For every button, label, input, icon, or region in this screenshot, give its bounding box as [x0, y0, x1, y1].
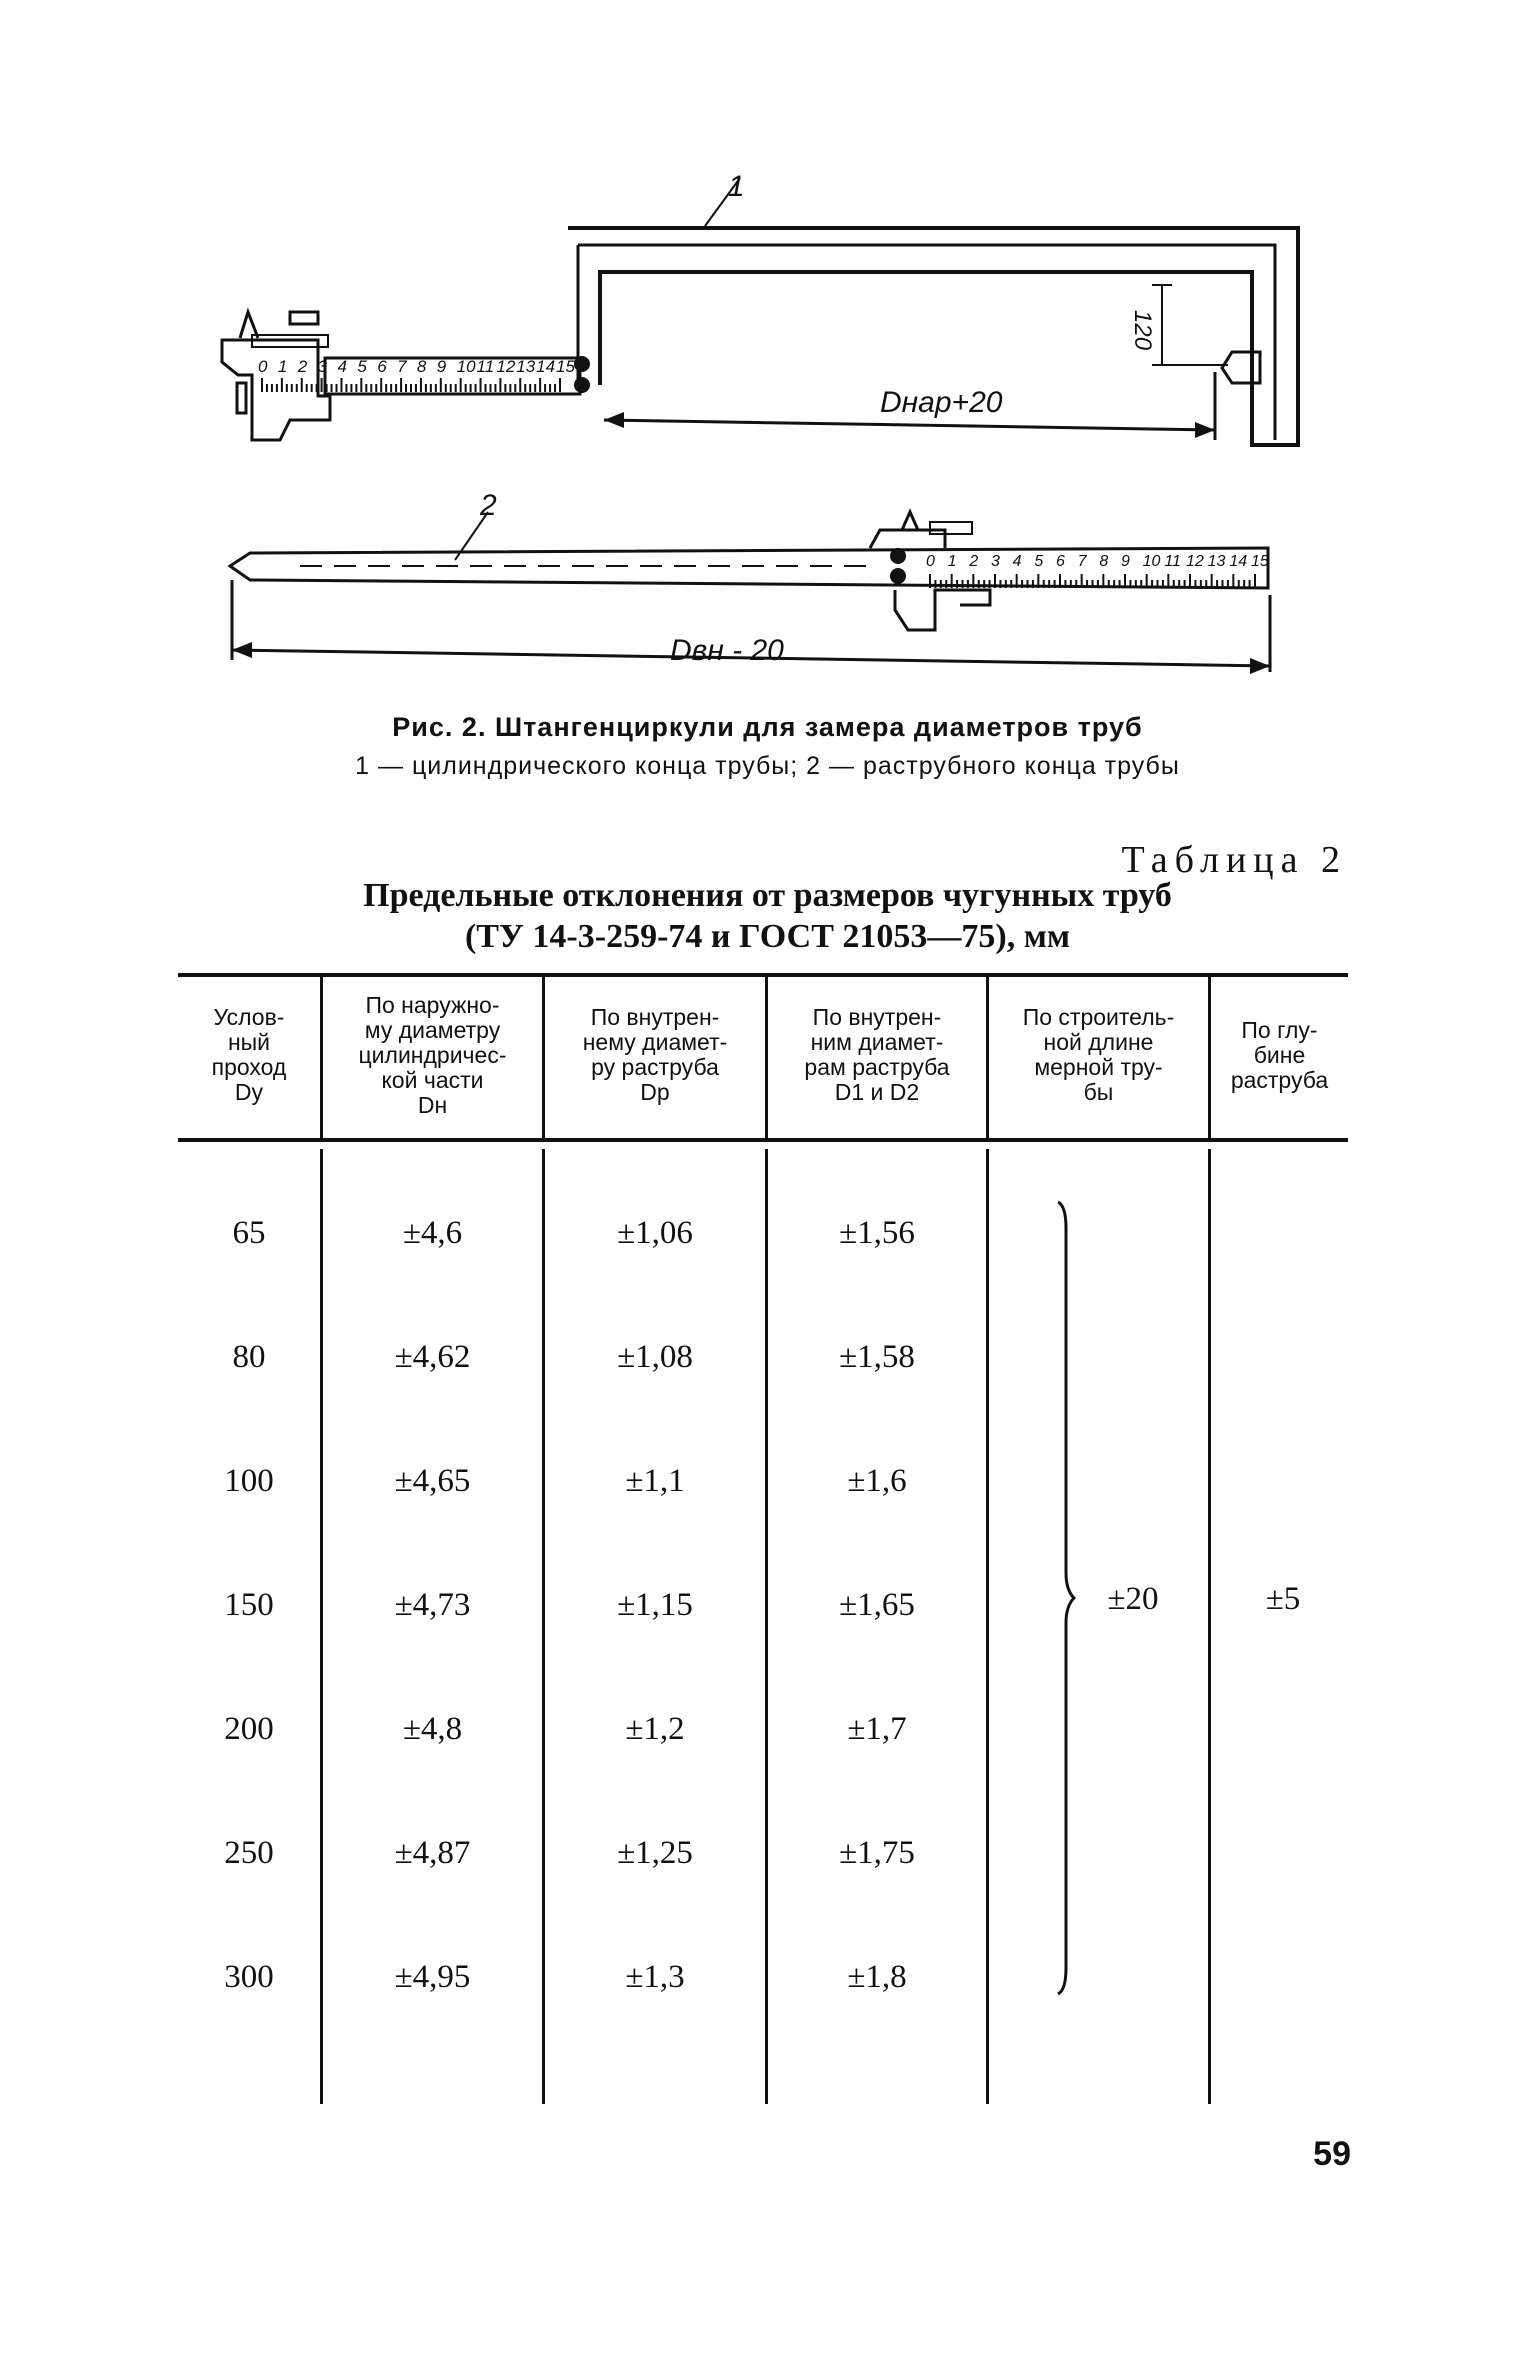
scale-number: 14 — [536, 357, 556, 376]
header-building-length: По строитель- ной длине мерной тру- бы — [1022, 1004, 1175, 1105]
scale-number: 12 — [496, 357, 516, 376]
table-cell: ±1,65 — [839, 1587, 915, 1623]
header-nominal-bore: Услов- ный проход Dу — [211, 1004, 287, 1105]
dimension-120: 120 — [1129, 310, 1156, 351]
scale-number: 3 — [991, 553, 1000, 570]
table-cell: 80 — [232, 1339, 266, 1375]
scale-number: 7 — [1077, 553, 1087, 570]
scale-number: 14 — [1229, 553, 1248, 570]
scale-number: 1 — [277, 357, 288, 376]
scale-number: 3 — [317, 357, 328, 376]
table-header-rule — [178, 1138, 1348, 1142]
table-cell: ±1,3 — [625, 1959, 685, 1995]
table-cell: ±1,2 — [625, 1711, 685, 1747]
scale-number: 0 — [258, 357, 268, 376]
dimension-inner: Dвн - 20 — [670, 634, 784, 667]
table-cell: ±1,8 — [847, 1959, 907, 1995]
scale-number: 11 — [476, 357, 495, 376]
scale-number: 13 — [1207, 553, 1226, 570]
figure-label-2: 2 — [480, 489, 497, 522]
table-top-rule — [178, 973, 1348, 977]
scale-number: 1 — [947, 553, 957, 570]
table-cell: ±4,73 — [394, 1587, 471, 1623]
table-cell: ±1,1 — [625, 1463, 685, 1499]
scale-number: 13 — [516, 357, 536, 376]
scale-number: 0 — [926, 553, 935, 570]
scale-number: 9 — [436, 357, 447, 376]
table-cell: ±4,62 — [394, 1339, 471, 1375]
table-cell: ±1,06 — [617, 1215, 693, 1251]
table-cell: ±1,7 — [847, 1711, 907, 1747]
table-cell: ±1,6 — [847, 1463, 907, 1499]
scale-number: 15 — [1251, 553, 1269, 570]
table-cell: ±1,25 — [617, 1835, 693, 1871]
scale-number: 2 — [969, 553, 979, 570]
scale-number: 11 — [1164, 553, 1181, 570]
scale-number: 8 — [416, 357, 427, 376]
scale-number: 2 — [297, 357, 308, 376]
depth-tolerance-value: ±5 — [1265, 1581, 1301, 1617]
table-cell: 150 — [224, 1587, 274, 1623]
scale-number: 8 — [1099, 553, 1109, 570]
scale-number: 6 — [377, 357, 387, 376]
header-bell-depth: По глу- бине раструба — [1230, 1016, 1329, 1093]
table-cell: ±1,15 — [617, 1587, 693, 1623]
scale-number: 10 — [1142, 553, 1161, 570]
table-cell: 100 — [224, 1463, 274, 1499]
header-bell-inner-diameters: По внутрен- ним диамет- рам раструба D1 и D2 — [804, 1004, 950, 1105]
caliper-2-rod — [230, 548, 1268, 588]
scale-number: 9 — [1121, 553, 1130, 570]
table-cell: ±4,8 — [402, 1711, 463, 1747]
scale-number: 5 — [1034, 553, 1044, 570]
scale-number: 5 — [357, 357, 367, 376]
header-outer-diameter: По наружно- му диаметру цилиндричес- кой части Dн — [358, 991, 507, 1118]
scale-number: 10 — [456, 357, 476, 376]
table-title-line2: (ТУ 14-3-259-74 и ГОСТ 21053—75), мм — [464, 918, 1071, 955]
table-cell: 300 — [224, 1959, 274, 1995]
figure-caption-title: Рис. 2. Штангенциркули для замера диаметров труб — [392, 712, 1143, 742]
table-cell: ±1,75 — [839, 1835, 915, 1871]
table-title-line1: Предельные отклонения от размеров чугунных труб — [363, 877, 1172, 914]
scale-number: 4 — [1012, 553, 1022, 570]
table-cell: 65 — [232, 1215, 266, 1251]
header-bell-inner-diameter: По внутрен- нему диамет- ру раструба Dр — [582, 1004, 728, 1105]
caliper-figure — [0, 0, 1535, 700]
table-cell: ±1,56 — [839, 1215, 915, 1251]
table-label: Таблица 2 — [1121, 839, 1347, 881]
figure-caption-subtitle: 1 — цилиндрического конца трубы; 2 — раструбного конца трубы — [355, 752, 1180, 780]
dimension-outer: Dнар+20 — [880, 386, 1003, 419]
table-cell: ±1,58 — [839, 1339, 915, 1375]
table-cell: 250 — [224, 1835, 274, 1871]
figure-label-1: 1 — [728, 170, 745, 203]
table-cell: ±1,08 — [617, 1339, 693, 1375]
scale-number: 12 — [1186, 553, 1204, 570]
table-cell: 200 — [224, 1711, 274, 1747]
page-number: 59 — [1313, 2135, 1351, 2173]
table-cell: ±4,95 — [394, 1959, 471, 1995]
length-tolerance-value: ±20 — [1107, 1581, 1159, 1617]
scale-number: 4 — [337, 357, 347, 376]
scale-number: 15 — [556, 357, 575, 376]
table-cell: ±4,65 — [394, 1463, 471, 1499]
scale-number: 7 — [397, 357, 407, 376]
table-cell: ±4,87 — [394, 1835, 471, 1871]
scale-number: 6 — [1056, 553, 1065, 570]
table-cell: ±4,6 — [402, 1215, 463, 1251]
tolerance-table — [178, 973, 1348, 2109]
